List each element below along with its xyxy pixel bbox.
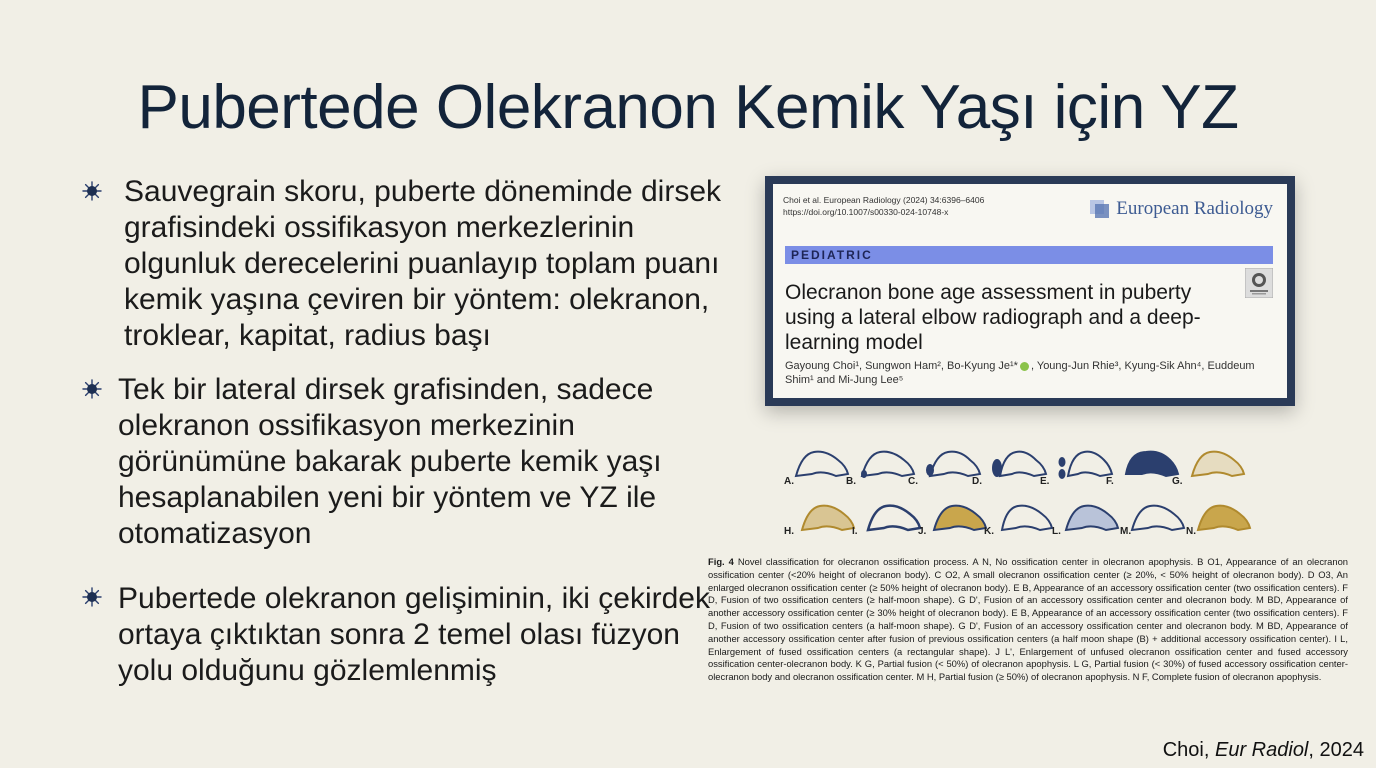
ossification-figure [782, 444, 1252, 544]
journal-logo [1090, 198, 1273, 220]
fig-label: L. [1052, 526, 1061, 537]
bone-stage-g [1188, 446, 1246, 482]
fig-label: D. [972, 476, 982, 487]
source-journal: Eur Radiol [1215, 739, 1309, 761]
bone-stage-k [996, 500, 1054, 536]
slide-title: Pubertede Olekranon Kemik Yaşı için YZ [137, 73, 1239, 142]
orcid-icon [1020, 362, 1029, 371]
journal-logo-icon [1090, 200, 1110, 218]
bone-stage-a [792, 446, 850, 482]
paper-header-inner [773, 184, 1287, 398]
starburst-bullet-icon [82, 379, 102, 399]
paper-authors [785, 359, 1275, 387]
bone-stage-m [1128, 500, 1186, 536]
fig-label: G. [1172, 476, 1183, 487]
paper-header-card [765, 176, 1295, 406]
paper-citation [783, 194, 984, 218]
journal-name: European Radiology [1116, 198, 1273, 219]
source-year: , 2024 [1308, 739, 1364, 761]
bone-stage-h [798, 500, 856, 536]
bullet-sauvegrain: Sauvegrain skoru, puberte döneminde dirsek grafisindeki ossifikasyon merkezlerinin olgunluk derecelerini puanlayıp toplam puanı kemik yaşına çeviren bir yöntem: olekranon, troklear, kapitat, radius başı [124, 175, 722, 352]
bullet-fusion-paths: Pubertede olekranon gelişiminin, iki çekirdek ortaya çıktıktan sonra 2 temel olası füzyon yolu olduğunu gözlemlenmiş [118, 582, 710, 687]
authors-first: Gayoung Choi¹, Sungwon Ham², Bo-Kyung Je¹* [785, 360, 1018, 372]
fig-label: H. [784, 526, 794, 537]
fig-label: N. [1186, 526, 1196, 537]
bullet-new-method: Tek bir lateral dirsek grafisinden, sadece olekranon ossifikasyon merkezinin görünümüne bakarak puberte kemik yaşı hesaplanabilen yeni bir yöntem ve YZ ile otomatizasyon [118, 373, 662, 550]
authors-rest: , Young-Jun Rhie³, Kyung-Sik Ahn⁴, Euddeum Shim¹ and Mi-Jung Lee⁵ [785, 360, 1255, 386]
citation-line: Choi et al. European Radiology (2024) 34:6396–6406 [783, 195, 985, 205]
fig-label: J. [918, 526, 927, 537]
starburst-bullet-icon [82, 587, 102, 607]
crossmark-icon [1245, 268, 1273, 298]
doi-line: https://doi.org/10.1007/s00330-024-10748-x [783, 207, 949, 217]
fig-label: A. [784, 476, 794, 487]
fig-label: C. [908, 476, 918, 487]
bone-stage-i [864, 500, 922, 536]
bone-stage-n [1194, 500, 1252, 536]
source-reference [1163, 739, 1364, 762]
fig-label: M. [1120, 526, 1132, 537]
fig-label: B. [846, 476, 856, 487]
bone-stage-j [930, 500, 988, 536]
caption-head: Fig. 4 [708, 556, 734, 567]
starburst-bullet-icon [82, 181, 102, 201]
fig-label: K. [984, 526, 994, 537]
bone-stage-l [1062, 500, 1120, 536]
paper-title: Olecranon bone age assessment in puberty using a lateral elbow radiograph and a deep-learning model [785, 281, 1201, 354]
fig-label: E. [1040, 476, 1050, 487]
figure-caption [708, 556, 1348, 684]
fig-label: F. [1106, 476, 1114, 487]
fig-label: I. [852, 526, 858, 537]
caption-body: Novel classification for olecranon ossification process. A N, No ossification center in olecranon apophysis. B O1, Appearance of an olecranon ossification center (<20% height of olecranon body). C O2, A small olecranon ossification center (≥ 20%, < 50% height of olecranon body). D O3, An enlarged olecranon ossification center (≥ 50% height of olecranon body). E B, Appearance of an accessory ossification center (two ossification centers). F D, Fusion of two ossification centers (≥ half-moon shape). G D', Fusion of an accessory ossification center and olecranon body. M BD, Appearance of another accessory ossification center (≥ 30% height of olecranon body). E B, Appearance of an accessory ossification center (two ossification centers). F D, Fusion of two ossification centers (a half-moon shape). G D', Fusion of an accessory ossification center and olecranon body. M BD, Appearance of another accessory ossification center after fusion of previous ossification centers (a half moon shape (B) + additional accessory ossification center). I L, Enlargement of fused ossification centers (a rectangular shape). J L', Enlargement of unfused olecranon ossification center and fused accessory ossification center-olecranon body. K G, Partial fusion (< 50%) of olecranon apophysis. L G, Partial fusion (< 30%) of fused accessory ossification center-olecranon body and olecranon ossification center. M H, Partial fusion (≥ 50%) of olecranon apophysis. N F, Complete fusion of olecranon apophysis. [708, 556, 1348, 683]
section-label: PEDIATRIC [785, 246, 1273, 264]
source-author: Choi, [1162, 739, 1210, 761]
